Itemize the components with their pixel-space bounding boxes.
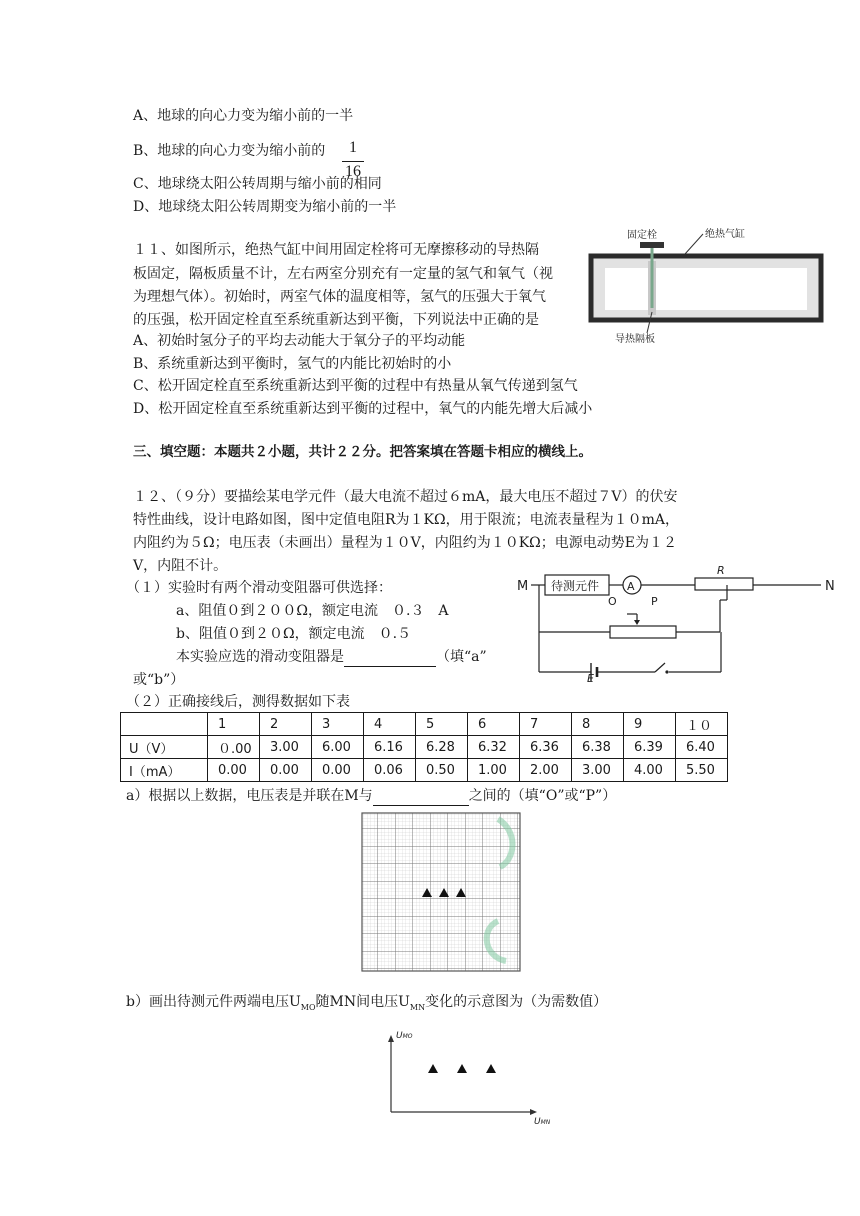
table-cell: 6.32 bbox=[468, 736, 520, 759]
q12-line-1: １２、（９分）要描绘某电学元件（最大电流不超过６mA，最大电压不超过７V）的伏安 bbox=[133, 489, 678, 505]
q12-choose-line-2: 或“b”） bbox=[133, 672, 185, 688]
table-cell: 1 bbox=[208, 713, 260, 736]
table-row bbox=[121, 736, 728, 759]
table-cell: 6 bbox=[468, 713, 520, 736]
option-q10-a: A、地球的向心力变为缩小前的一半 bbox=[133, 108, 354, 124]
table-cell: 6.00 bbox=[312, 736, 364, 759]
table-cell: 3 bbox=[312, 713, 364, 736]
q11-line-2: 板固定，隔板质量不计，左右两室分别充有一定量的氢气和氧气（视 bbox=[133, 266, 553, 282]
q11-line-1: １１、如图所示，绝热气缸中间用固定栓将可无摩擦移动的导热隔 bbox=[133, 242, 539, 258]
table-cell: 2 bbox=[260, 713, 312, 736]
table-cell: ０.00 bbox=[208, 736, 260, 759]
table-cell: 6.28 bbox=[416, 736, 468, 759]
q11-option-d: D、松开固定栓直至系统重新达到平衡的过程中，氧气的内能先增大后减小 bbox=[133, 401, 593, 417]
table-cell: 3.00 bbox=[260, 736, 312, 759]
table-cell: 8 bbox=[572, 713, 624, 736]
grid-paper bbox=[360, 811, 525, 976]
q11-option-b: B、系统重新达到平衡时，氢气的内能比初始时的小 bbox=[133, 356, 452, 372]
table-cell: 0.00 bbox=[260, 759, 312, 782]
table-cell: 0.00 bbox=[208, 759, 260, 782]
option-q10-c: C、地球绕太阳公转周期与缩小前的相同 bbox=[133, 176, 382, 192]
table-cell: 0.00 bbox=[312, 759, 364, 782]
option-q10-d: D、地球绕太阳公转周期变为缩小前的一半 bbox=[133, 199, 397, 215]
q12-part-b bbox=[126, 992, 607, 1018]
table-cell: 4 bbox=[364, 713, 416, 736]
table-cell: U（V） bbox=[121, 736, 208, 759]
table-cell: 6.38 bbox=[572, 736, 624, 759]
ammeter-label: A bbox=[627, 580, 635, 593]
fraction-denominator: 16 bbox=[345, 163, 361, 180]
table-cell: 2.00 bbox=[520, 759, 572, 782]
table-cell: 1.00 bbox=[468, 759, 520, 782]
table-cell: 6.40 bbox=[676, 736, 728, 759]
q12-line-4: V，内阻不计。 bbox=[133, 558, 228, 574]
q12-part1-title: （１）实验时有两个滑动变阻器可供选择： bbox=[126, 580, 392, 596]
gas-cylinder-figure bbox=[585, 226, 850, 350]
table-row bbox=[121, 713, 728, 736]
sub-mn: MN bbox=[409, 1002, 426, 1012]
table-cell: 5.50 bbox=[676, 759, 728, 782]
data-table bbox=[120, 712, 728, 782]
q12-line-2: 特性曲线，设计电路如图，图中定值电阻R为１KΩ，用于限流；电流表量程为１０mA， bbox=[133, 512, 679, 528]
section-3-heading: 三、填空题：本题共２小题，共计２２分。把答案填在答题卡相应的横线上。 bbox=[133, 444, 592, 460]
part-b-text: b）画出待测元件两端电压U bbox=[126, 994, 301, 1010]
table-cell: １０ bbox=[676, 713, 728, 736]
label-cylinder: 绝热气缸 bbox=[705, 229, 745, 240]
table-cell: 6.36 bbox=[520, 736, 572, 759]
q12-part-a bbox=[126, 786, 616, 806]
q11-line-3: 为理想气体）。初始时，两室气体的温度相等，氢气的压强大于氧气 bbox=[133, 289, 546, 305]
sub-mo: MO bbox=[300, 1002, 316, 1012]
choose-suffix: （填“a” bbox=[436, 649, 487, 665]
table-cell bbox=[121, 713, 208, 736]
emf-label: E bbox=[587, 672, 594, 682]
node-n: N bbox=[825, 579, 835, 594]
triangle-marker bbox=[428, 1064, 438, 1073]
part-a-prefix: a）根据以上数据，电压表是并联在M与 bbox=[126, 788, 373, 804]
table-cell: 0.50 bbox=[416, 759, 468, 782]
q12-choose-line bbox=[176, 647, 487, 667]
q11-option-a: A、初始时氢分子的平均去动能大于氧分子的平均动能 bbox=[133, 333, 466, 349]
triangle-marker bbox=[457, 1064, 467, 1073]
part-b-mid: 随MN间电压U bbox=[315, 994, 410, 1010]
answer-blank-node[interactable] bbox=[373, 789, 469, 806]
label-plate: 导热隔板 bbox=[615, 334, 655, 345]
table-cell: 6.39 bbox=[624, 736, 676, 759]
table-cell: I（mA） bbox=[121, 759, 208, 782]
table-cell: 5 bbox=[416, 713, 468, 736]
table-cell: 6.16 bbox=[364, 736, 416, 759]
resistor-label: R bbox=[717, 564, 725, 577]
q12-option-a: a、阻值０到２００Ω，额定电流 ０.３ A bbox=[176, 603, 449, 619]
q12-part2-title: （２）正确接线后，测得数据如下表 bbox=[126, 694, 350, 710]
table-cell: 7 bbox=[520, 713, 572, 736]
table-cell: 3.00 bbox=[572, 759, 624, 782]
option-q10-b: B、地球的向心力变为缩小前的 bbox=[133, 143, 326, 159]
node-o: O bbox=[608, 595, 617, 608]
answer-blank-rheostat[interactable] bbox=[344, 650, 436, 667]
node-p: P bbox=[651, 595, 658, 608]
q12-option-b: b、阻值０到２０Ω，额定电流 ０.５ bbox=[176, 626, 412, 642]
triangle-marker bbox=[486, 1064, 496, 1073]
table-cell: 9 bbox=[624, 713, 676, 736]
choose-prefix: 本实验应选的滑动变阻器是 bbox=[176, 649, 344, 665]
x-axis-label: UMN bbox=[534, 1117, 551, 1125]
node-m: M bbox=[517, 579, 529, 594]
table-cell: 0.06 bbox=[364, 759, 416, 782]
q11-option-c: C、松开固定栓直至系统重新达到平衡的过程中有热量从氧气传递到氢气 bbox=[133, 378, 578, 394]
label-pin: 固定栓 bbox=[627, 230, 657, 241]
q12-line-3: 内阻约为５Ω；电压表（未画出）量程为１０V，内阻约为１０KΩ；电源电动势E为１２ bbox=[133, 535, 678, 551]
part-a-suffix: 之间的（填“O”或“P”） bbox=[468, 788, 617, 804]
element-label: 待测元件 bbox=[551, 579, 600, 593]
table-cell: 4.00 bbox=[624, 759, 676, 782]
q11-line-4: 的压强，松开固定栓直至系统重新达到平衡，下列说法中正确的是 bbox=[133, 312, 539, 328]
axes-sketch bbox=[380, 1030, 560, 1125]
table-row bbox=[121, 759, 728, 782]
part-b-suffix: 变化的示意图为（为需数值） bbox=[425, 994, 608, 1010]
circuit-diagram bbox=[515, 564, 845, 682]
y-axis-label: UMO bbox=[396, 1031, 413, 1041]
fraction-numerator: 1 bbox=[349, 139, 357, 156]
fraction-bar bbox=[342, 161, 364, 162]
